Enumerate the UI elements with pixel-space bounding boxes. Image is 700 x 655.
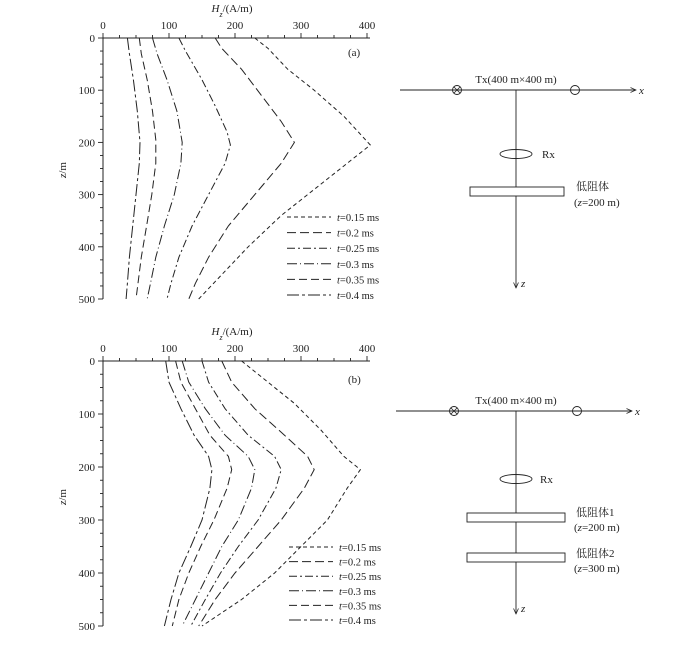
x-axis-letter-b: x (635, 406, 640, 418)
legend-label-4: t=0.3 ms (337, 259, 374, 271)
legend-label-5: t=0.35 ms (339, 601, 382, 613)
conductive-body-1 (467, 513, 565, 522)
schematic-a (400, 74, 644, 290)
x-tick-label: 0 (100, 20, 106, 32)
y-axis-title-b: z/m (57, 489, 69, 505)
y-tick-label: 300 (78, 515, 95, 527)
x-tick-label: 400 (358, 20, 376, 32)
axes-a (79, 20, 376, 306)
series-line-1 (202, 361, 360, 626)
y-tick-label: 100 (78, 409, 95, 421)
z-axis-letter-a: z (521, 278, 526, 290)
series-line-3 (191, 361, 281, 626)
y-tick-label: 0 (89, 356, 95, 368)
x-tick-label: 0 (100, 343, 106, 355)
y-tick-label: 200 (78, 462, 95, 474)
body-name-1: 低阻体1 (576, 507, 615, 519)
x-axis-title-a: $H_z/(A/m)$ (211, 3, 253, 19)
curves-b (164, 361, 360, 626)
x-tick-label: 100 (160, 20, 178, 32)
legend-label-1: t=0.15 ms (337, 213, 380, 224)
axes-b (79, 343, 376, 633)
chart-panel-a (57, 3, 379, 306)
x-tick-label: 300 (292, 20, 310, 32)
legend-label-3: t=0.25 ms (337, 244, 380, 256)
legend-label-2: t=0.2 ms (339, 557, 376, 569)
series-line-4 (147, 38, 182, 299)
y-axis-title-a: z/m (57, 162, 69, 178)
x-tick-label: 200 (226, 20, 244, 32)
legend-b (289, 543, 381, 627)
z-axis-letter-b: z (521, 603, 526, 615)
body-depth-1: (z=200 m) (574, 522, 620, 534)
tx-label-b: Tx(400 m×400 m) (475, 395, 557, 407)
y-tick-label: 300 (78, 189, 95, 202)
legend-label-5: t=0.35 ms (337, 275, 380, 287)
body-depth-a: (z=200 m) (574, 197, 620, 209)
series-line-3 (167, 38, 230, 299)
legend-label-3: t=0.25 ms (339, 572, 382, 584)
legend-label-6: t=0.4 ms (339, 616, 376, 627)
x-tick-label: 100 (160, 343, 178, 355)
body-name-2: 低阻体2 (576, 548, 615, 560)
x-tick-label: 400 (358, 343, 376, 355)
rx-label-a: Rx (542, 149, 555, 161)
conductive-body-2 (467, 553, 565, 562)
body-name-a: 低阻体 (576, 181, 609, 193)
x-tick-label: 200 (226, 343, 244, 355)
schematic-b (396, 395, 640, 615)
panel-label-a: (a) (348, 47, 361, 59)
tx-label-a: Tx(400 m×400 m) (475, 74, 557, 86)
x-tick-label: 300 (292, 343, 310, 355)
series-line-6 (164, 361, 212, 626)
y-tick-label: 200 (78, 137, 95, 150)
y-tick-label: 500 (78, 621, 95, 633)
y-tick-label: 0 (89, 33, 95, 45)
body-depth-2: (z=300 m) (574, 563, 620, 575)
panel-label-b: (b) (348, 374, 361, 386)
legend-label-6: t=0.4 ms (337, 291, 374, 302)
series-line-2 (189, 38, 295, 299)
chart-panel-b (57, 326, 381, 633)
x-axis-letter-a: x (639, 85, 644, 97)
curves-a (126, 38, 370, 299)
y-tick-label: 100 (78, 85, 95, 98)
x-axis-title-b: $H_z/(A/m)$ (211, 326, 253, 342)
series-line-6 (126, 38, 140, 299)
legend-label-2: t=0.2 ms (337, 228, 374, 240)
rx-label-b: Rx (540, 474, 553, 486)
legend-label-1: t=0.15 ms (339, 543, 382, 554)
series-line-4 (182, 361, 255, 626)
y-tick-label: 400 (78, 241, 95, 254)
legend-a (287, 213, 379, 302)
y-tick-label: 400 (78, 568, 95, 580)
conductive-body-a (470, 187, 564, 196)
legend-label-4: t=0.3 ms (339, 586, 376, 598)
y-tick-label: 500 (78, 294, 95, 306)
series-line-2 (199, 361, 315, 626)
